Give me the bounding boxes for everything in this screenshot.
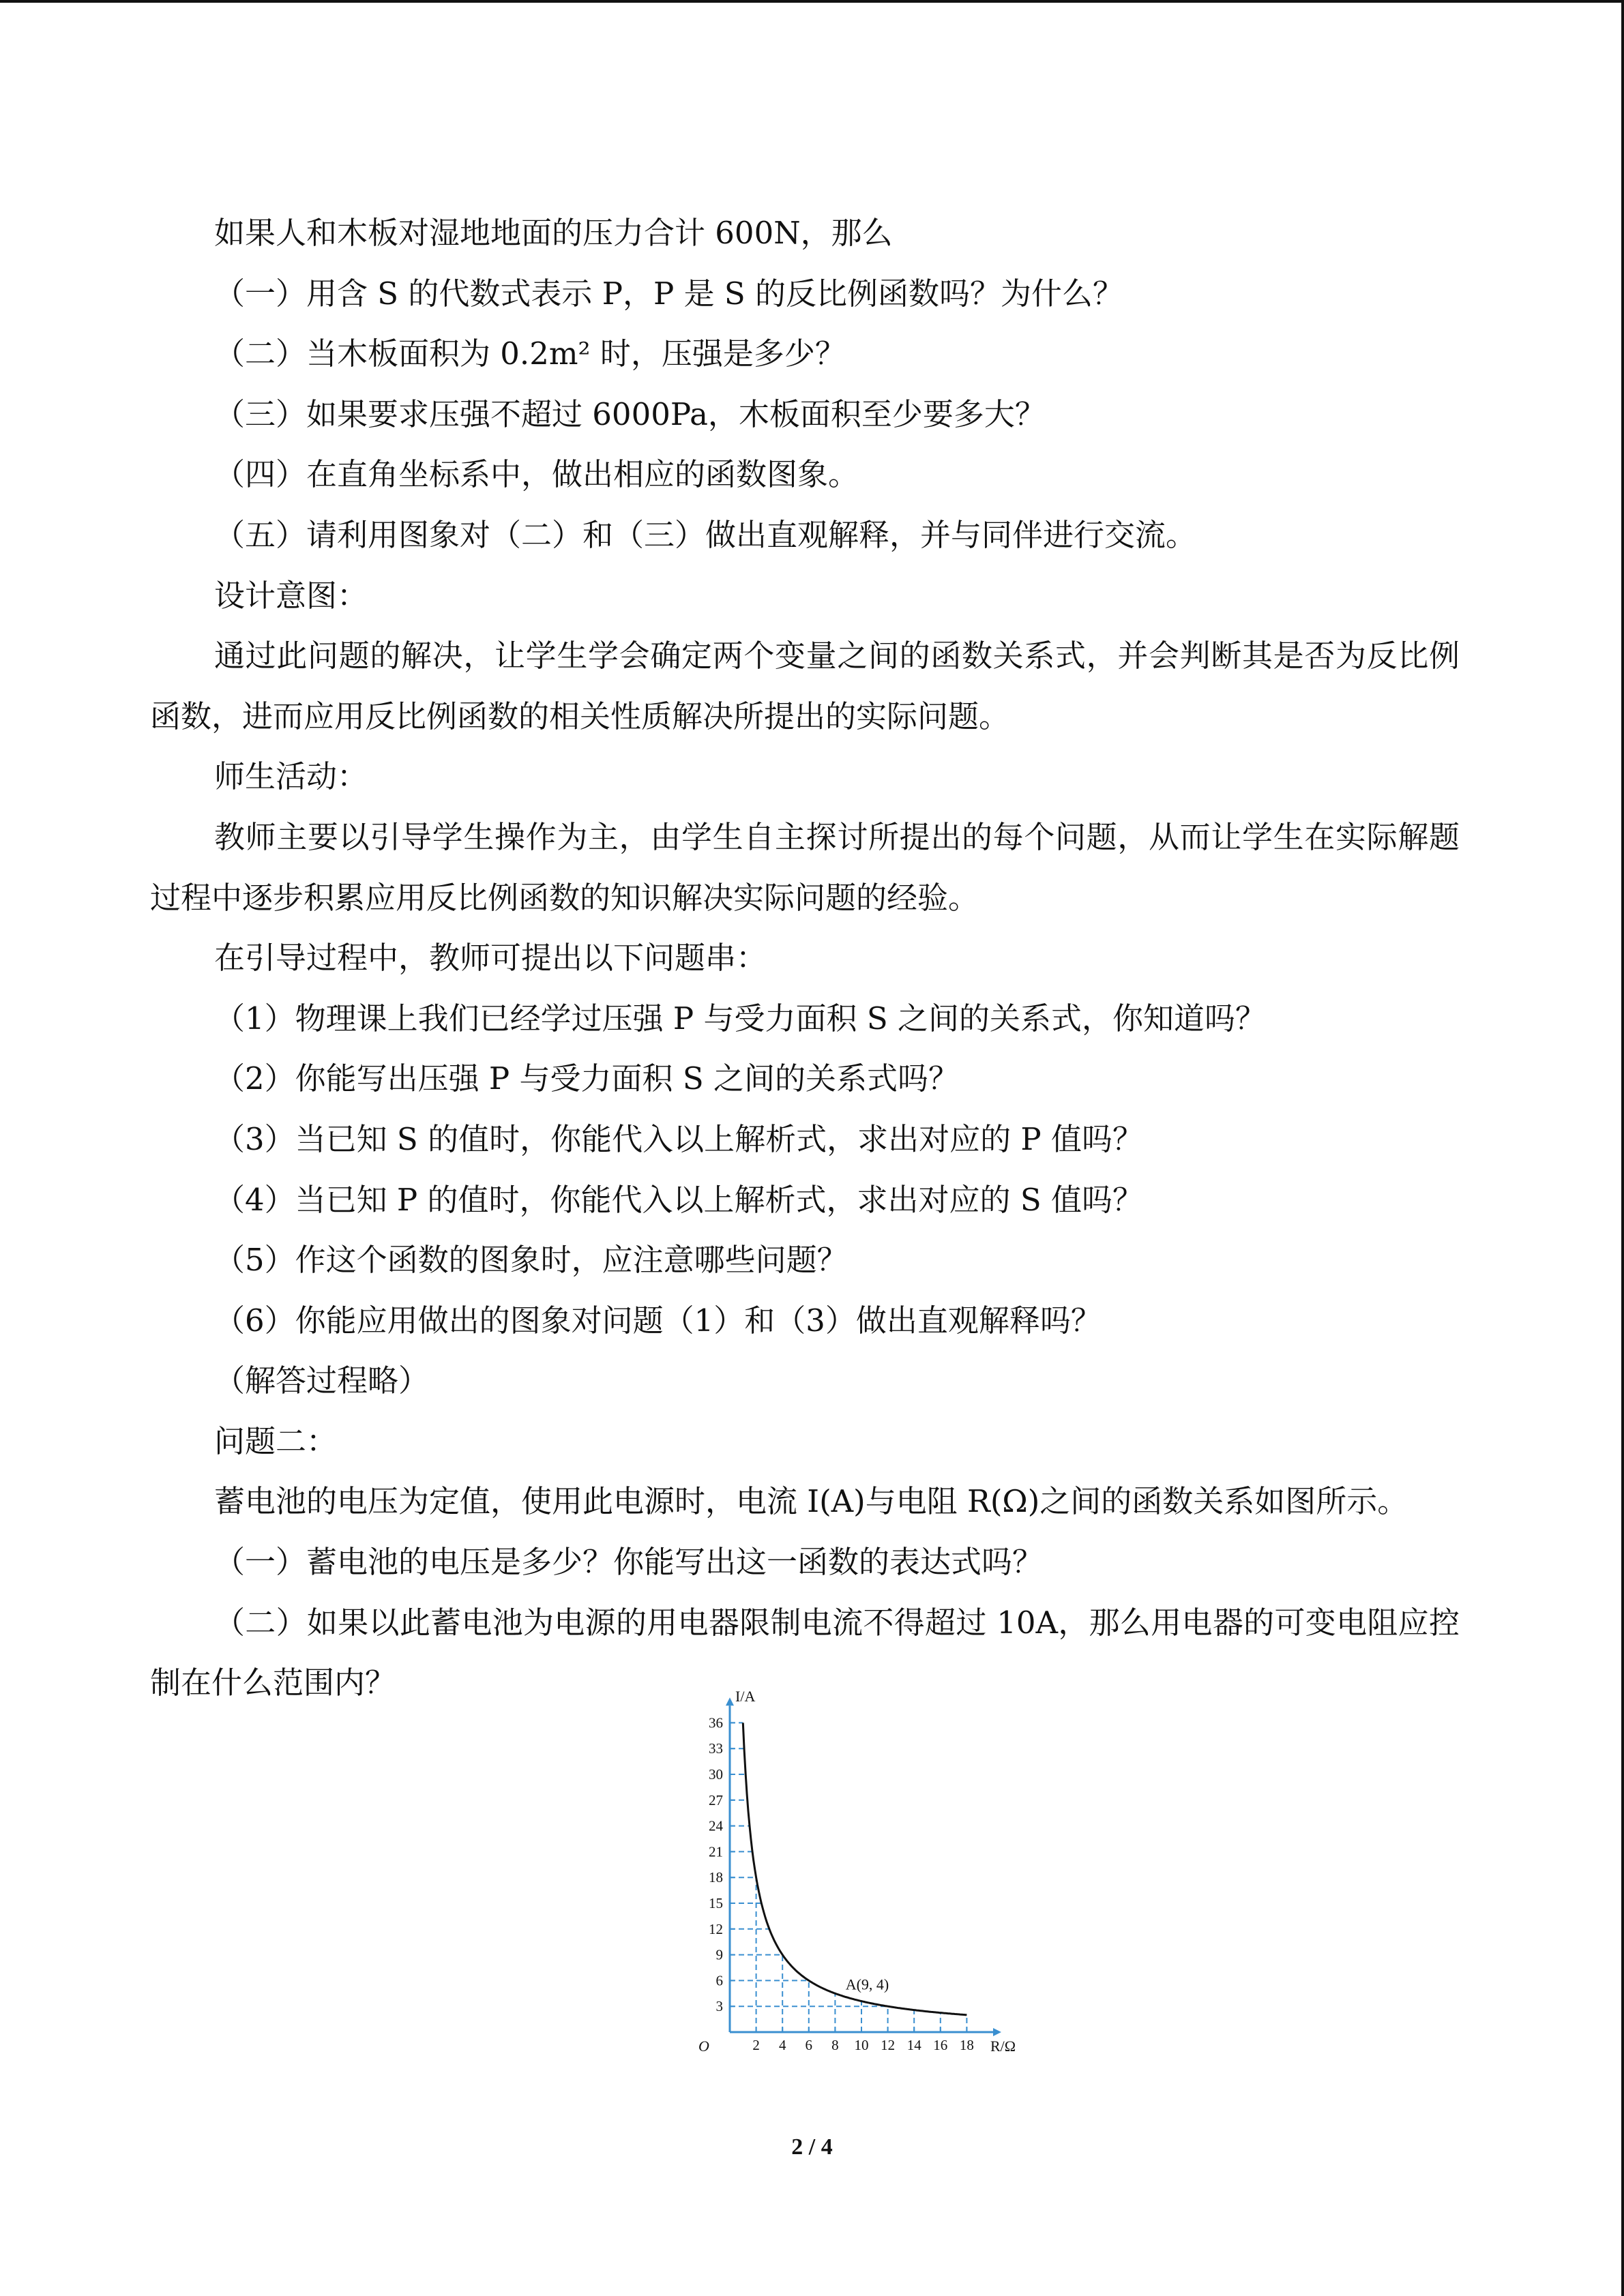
x-tick-label: 12 [881,2037,896,2053]
y-tick-label: 18 [709,1869,723,1886]
question-4: （四）在直角坐标系中，做出相应的函数图象。 [214,456,859,493]
y-tick-label: 12 [709,1920,723,1937]
y-tick-label: 33 [709,1740,723,1757]
y-tick-label: 6 [715,1972,723,1989]
text-line: 在引导过程中，教师可提出以下问题串： [214,940,767,976]
problem-2-question-2: （二）如果以此蓄电池为电源的用电器限制电流不得超过 10A，那么用电器的可变电阻应控制在什么范围内？ [150,1604,1460,1701]
page-border-top [0,0,1624,3]
x-tick-label: 4 [778,2037,786,2053]
question-5: （五）请利用图象对（二）和（三）做出直观解释，并与同伴进行交流。 [214,516,1197,553]
page-number: 2 / 4 [791,2134,833,2160]
section-heading-problem-2: 问题二： [214,1422,338,1459]
x-tick-label: 16 [933,2037,948,2053]
x-tick-label: 8 [831,2037,839,2053]
x-tick-label: 18 [959,2037,974,2053]
inverse-function-chart [682,1688,1023,2080]
text-line: 如果人和木板对湿地地面的压力合计 600N，那么 [214,215,893,251]
origin-label: O [698,2038,709,2055]
guide-question-1: （1）物理课上我们已经学过压强 P 与受力面积 S 之间的关系式，你知道吗？ [214,1000,1266,1037]
x-tick-label: 10 [854,2037,869,2053]
guide-question-5: （5）作这个函数的图象时，应注意哪些问题？ [214,1242,848,1279]
y-tick-label: 15 [709,1895,723,1911]
problem-2-question-1: （一）蓄电池的电压是多少？你能写出这一函数的表达式吗？ [214,1544,1044,1581]
question-3: （三）如果要求压强不超过 6000Pa，木板面积至少要多大？ [214,396,1046,432]
x-tick-label: 14 [906,2037,921,2053]
section-heading-activity: 师生活动： [214,758,368,795]
document-body [150,203,1460,1714]
y-tick-label: 30 [709,1766,723,1783]
x-axis-arrow [993,2028,1001,2036]
guide-question-6: （6）你能应用做出的图象对问题（1）和（3）做出直观解释吗？ [214,1302,1102,1339]
point-a-label: A(9, 4) [845,1976,889,1993]
paragraph-design-intent: 通过此问题的解决，让学生学会确定两个变量之间的函数关系式，并会判断其是否为反比例函数，进而应用反比例函数的相关性质解决所提出的实际问题。 [150,638,1460,734]
y-axis-arrow [726,1697,734,1705]
function-curve [743,1723,966,2014]
guide-question-2: （2）你能写出压强 P 与受力面积 S 之间的关系式吗？ [214,1060,959,1097]
question-2: （二）当木板面积为 0.2m² 时，压强是多少？ [214,336,846,372]
section-heading-design-intent: 设计意图： [214,577,368,614]
x-axis-label: R/Ω [990,2038,1016,2055]
guide-question-4: （4）当已知 P 的值时，你能代入以上解析式，求出对应的 S 值吗？ [214,1181,1143,1218]
guide-question-3: （3）当已知 S 的值时，你能代入以上解析式，求出对应的 P 值吗？ [214,1120,1143,1157]
problem-2-statement: 蓄电池的电压为定值，使用此电源时，电流 I(A)与电阻 R(Ω)之间的函数关系如图所示。 [214,1483,1408,1520]
page-border-right [1621,0,1624,2296]
y-tick-label: 27 [709,1791,723,1808]
y-tick-label: 3 [715,1998,723,2015]
y-tick-label: 36 [709,1714,723,1731]
y-tick-label: 24 [709,1817,723,1834]
y-axis-label: I/A [735,1688,756,1705]
question-1: （一）用含 S 的代数式表示 P，P 是 S 的反比例函数吗？为什么？ [214,275,1124,312]
x-tick-label: 6 [805,2037,813,2053]
x-tick-label: 2 [752,2037,760,2053]
y-tick-label: 9 [715,1946,723,1963]
answer-note: （解答过程略） [214,1362,430,1399]
chart-svg [682,1688,1023,2080]
paragraph-activity: 教师主要以引导学生操作为主，由学生自主探讨所提出的每个问题，从而让学生在实际解题过程中逐步积累应用反比例函数的知识解决实际问题的经验。 [150,818,1460,916]
y-tick-label: 21 [709,1843,723,1860]
